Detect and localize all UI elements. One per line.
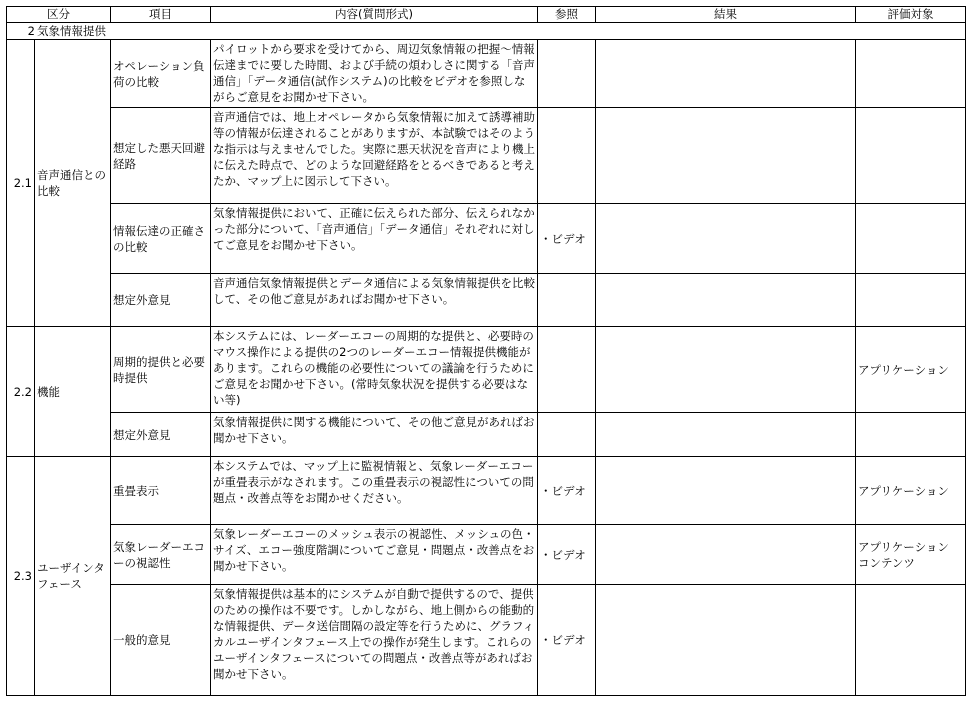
reference-cell: ・ビデオ: [538, 585, 596, 696]
result-cell[interactable]: [596, 204, 856, 274]
table-row: [7, 585, 966, 696]
item-cell: 想定外意見: [111, 413, 211, 457]
evaluation-target-cell: [856, 585, 966, 696]
group-number: 2.2: [7, 327, 35, 457]
group-number: 2.3: [7, 457, 35, 696]
header-ref: 参照: [538, 7, 596, 23]
table-row: [7, 204, 966, 274]
section-title: [7, 23, 966, 40]
group-label: 音声通信との比較: [35, 40, 111, 327]
result-cell[interactable]: [596, 274, 856, 327]
table-row: [7, 327, 966, 413]
evaluation-target-cell: アプリケーション: [856, 327, 966, 413]
content-cell: 本システムには、レーダーエコーの周期的な提供と、必要時のマウス操作による提供の2つのレーダーエコー情報提供機能があります。これらの機能の必要性についての議論を行うためにご意見をお聞かせ下さい。(常時気象状況を提供する必要はない等): [211, 327, 538, 413]
content-cell: 音声通信では、地上オペレータから気象情報に加えて誘導補助等の情報が伝達されることがありますが、本試験ではそのような指示は与えませんでした。実際に悪天状況を音声により機上に伝えた時点で、どのような回避経路をとるべきであると考えたか、マップ上に図示して下さい。: [211, 108, 538, 204]
result-cell[interactable]: [596, 327, 856, 413]
evaluation-target-cell: アプリケーション コンテンツ: [856, 525, 966, 585]
table-row: [7, 274, 966, 327]
result-cell[interactable]: [596, 40, 856, 108]
content-cell: 音声通信気象情報提供とデータ通信による気象情報提供を比較して、その他ご意見があればお聞かせ下さい。: [211, 274, 538, 327]
result-cell[interactable]: [596, 457, 856, 525]
reference-cell: ・ビデオ: [538, 525, 596, 585]
evaluation-sheet: [6, 6, 966, 696]
item-cell: 情報伝達の正確さの比較: [111, 204, 211, 274]
reference-cell: ・ビデオ: [538, 457, 596, 525]
table-row: [7, 457, 966, 525]
evaluation-target-cell: アプリケーション: [856, 457, 966, 525]
item-cell: オペレーション負荷の比較: [111, 40, 211, 108]
item-cell: 一般的意見: [111, 585, 211, 696]
section-number: 2: [27, 24, 35, 38]
result-cell[interactable]: [596, 413, 856, 457]
reference-cell: [538, 108, 596, 204]
content-cell: 気象レーダーエコーのメッシュ表示の視認性、メッシュの色・サイズ、エコー強度階調についてご意見・問題点・改善点をお聞かせ下さい。: [211, 525, 538, 585]
questionnaire-table: [6, 6, 966, 696]
item-cell: 想定した悪天回避経路: [111, 108, 211, 204]
result-cell[interactable]: [596, 525, 856, 585]
item-cell: 周期的提供と必要時提供: [111, 327, 211, 413]
reference-cell: [538, 40, 596, 108]
evaluation-target-cell: [856, 274, 966, 327]
header-content: 内容(質問形式): [211, 7, 538, 23]
item-cell: 気象レーダーエコーの視認性: [111, 525, 211, 585]
table-row: [7, 525, 966, 585]
content-cell: 本システムでは、マップ上に監視情報と、気象レーダーエコーが重畳表示がなされます。この重畳表示の視認性についての問題点・改善点等をお聞かせください。: [211, 457, 538, 525]
content-cell: 気象情報提供に関する機能について、その他ご意見があればお聞かせ下さい。: [211, 413, 538, 457]
header-item: 項目: [111, 7, 211, 23]
evaluation-target-cell: [856, 40, 966, 108]
group-number: 2.1: [7, 40, 35, 327]
evaluation-target-cell: [856, 204, 966, 274]
section-row: [7, 23, 966, 40]
table-row: [7, 40, 966, 108]
result-cell[interactable]: [596, 585, 856, 696]
reference-cell: [538, 327, 596, 413]
header-row: [7, 7, 966, 23]
reference-cell: [538, 413, 596, 457]
group-label: ユーザインタフェース: [35, 457, 111, 696]
evaluation-target-cell: [856, 108, 966, 204]
table-row: [7, 413, 966, 457]
item-cell: 想定外意見: [111, 274, 211, 327]
content-cell: 気象情報提供において、正確に伝えられた部分、伝えられなかった部分について、「音声通信」「データ通信」それぞれに対してご意見をお聞かせ下さい。: [211, 204, 538, 274]
table-row: [7, 108, 966, 204]
content-cell: 気象情報提供は基本的にシステムが自動で提供するので、提供のための操作は不要です。しかしながら、地上側からの能動的な情報提供、データ送信間隔の設定等を行うために、グラフィカルユーザインタフェース上での操作が発生します。これらのユーザインタフェースについての問題点・改善点等があればお聞かせ下さい。: [211, 585, 538, 696]
evaluation-target-cell: [856, 413, 966, 457]
reference-cell: [538, 274, 596, 327]
reference-cell: ・ビデオ: [538, 204, 596, 274]
content-cell: パイロットから要求を受けてから、周辺気象情報の把握～情報伝達までに要した時間、および手続の煩わしさに関する「音声通信」「データ通信(試作システム)の比較をビデオを参照しながらご意見をお聞かせ下さい。: [211, 40, 538, 108]
header-target: 評価対象: [856, 7, 966, 23]
header-category: 区分: [7, 7, 111, 23]
section-label: 気象情報提供: [37, 24, 106, 38]
result-cell[interactable]: [596, 108, 856, 204]
group-label: 機能: [35, 327, 111, 457]
header-result: 結果: [596, 7, 856, 23]
item-cell: 重畳表示: [111, 457, 211, 525]
